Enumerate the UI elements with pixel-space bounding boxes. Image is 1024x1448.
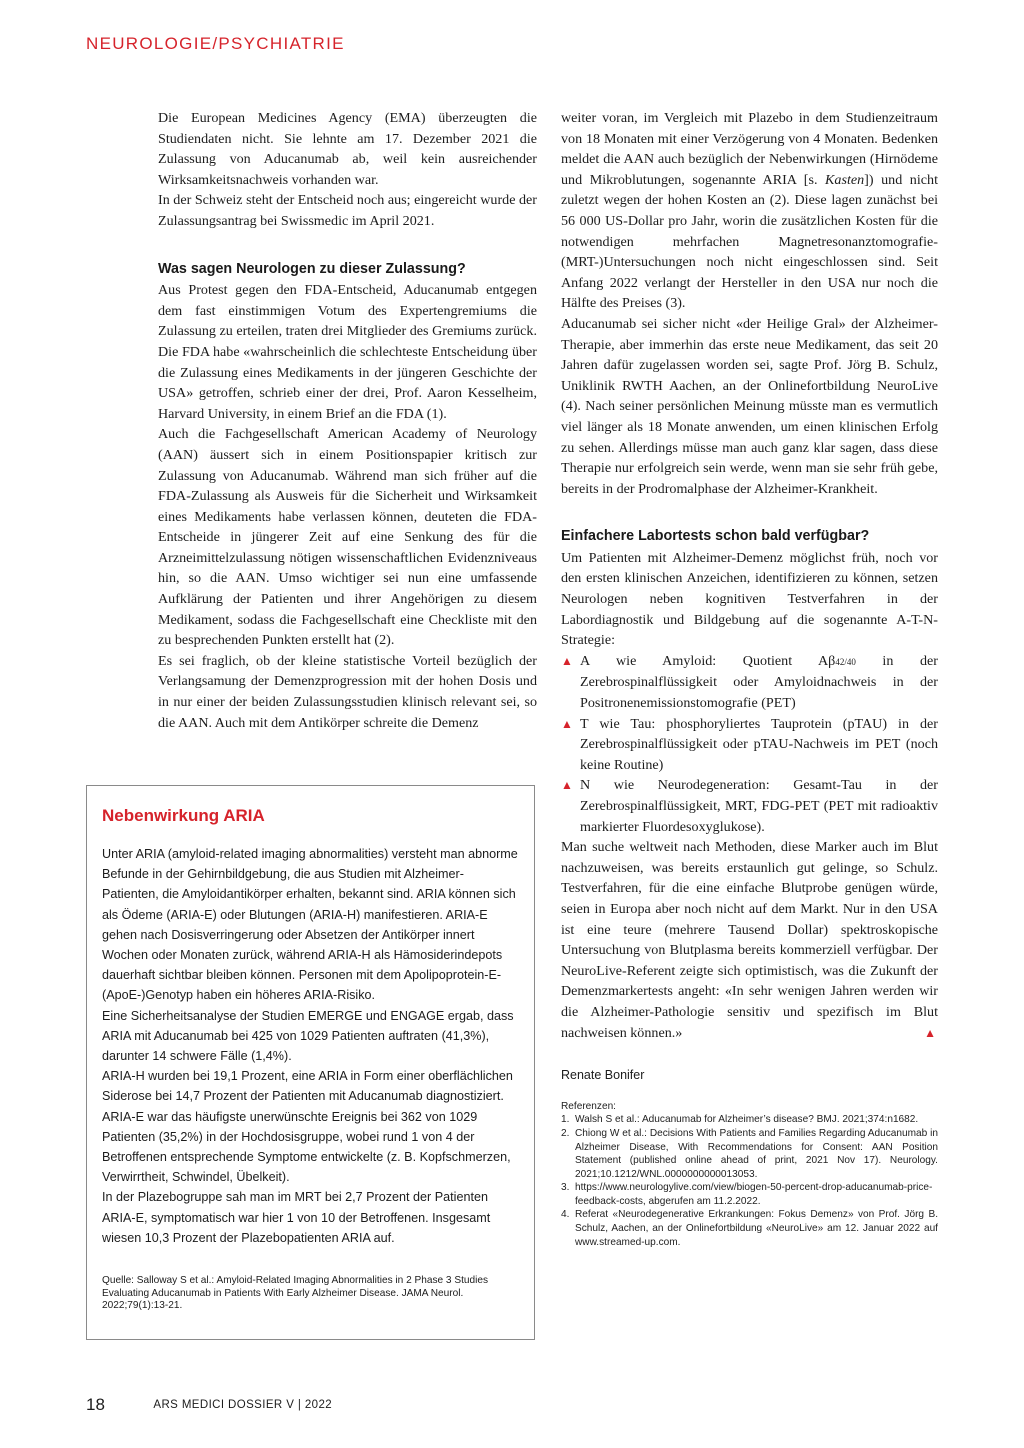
box-paragraph: Eine Sicherheitsanalyse der Studien EMERGE und ENGAGE ergab, dass ARIA mit Aducanumab bei 425 von 1029 Patienten auftraten (41,3%), darunter 14 schwere Fälle (1,4%). <box>102 1008 514 1064</box>
right-column <box>561 108 938 1249</box>
subheading: Was sagen Neurologen zu dieser Zulassung? <box>158 260 466 277</box>
list-item: ▲ T wie Tau: phosphoryliertes Tauprotein (pTAU) in der Zerebrospinalflüssigkeit oder pTAU-Nachweis im PET (noch keine Routine) <box>561 715 938 773</box>
triangle-up-icon: ▲ <box>561 653 573 668</box>
references-label: Referenzen: <box>561 1100 616 1112</box>
section-title: NEUROLOGIE/PSYCHIATRIE <box>86 34 345 53</box>
reference-item: 3. https://www.neurologylive.com/view/biogen-50-percent-drop-aducanumab-price-feedback-costs, abgerufen am 11.2.2022. <box>561 1182 933 1207</box>
paragraph: Es sei fraglich, ob der kleine statistische Vorteil bezüglich der Verlangsamung der Demenzprogression mit der hohen Dosis und in nur einer der beiden Zulassungsstudien klinisch relevant sei, so die AAN. Auch mit dem Antikörper schreite die Demenz <box>158 652 537 731</box>
paragraph: Aducanumab sei sicher nicht «der Heilige Gral» der Alzheimer-Therapie, aber immerhin das erste neue Medikament, das seit 20 Jahren dafür zugelassen worden sei, sagte Prof. Jörg B. Schulz, Uniklinik RWTH Aachen, an der Onlinefortbildung NeuroLive (4). Nach seiner persönlichen Meinung müsste man es vermutlich viel länger als 18 Monate anwenden, um einen klinischen Erfolg zu sehen. Allerdings müsse man auch ganz klar sagen, dass diese Therapie nur erfolgreich sein werde, wenn man sie sehr früh gebe, bereits in der Prodromalphase der Alzheimer-Krankheit. <box>561 315 938 497</box>
box-title: Nebenwirkung ARIA <box>102 806 265 825</box>
paragraph: Die European Medicines Agency (EMA) überzeugten die Studiendaten nicht. Sie lehnte am 17. Dezember 2021 die Zulassung von Aducanumab ab, weil kein ausreichender Wirksamkeitsnachweis vorhanden war. <box>158 110 537 188</box>
atn-list <box>561 651 938 837</box>
page-number: 18 <box>86 1395 105 1414</box>
author: Renate Bonifer <box>561 1068 645 1083</box>
paragraph: In der Schweiz steht der Entscheid noch aus; eingereicht wurde der Zulassungsantrag bei Swissmedic im April 2021. <box>158 192 537 229</box>
publication-name: ARS MEDICI DOSSIER V | 2022 <box>153 1399 333 1411</box>
references <box>561 1100 938 1250</box>
box-body <box>102 844 518 1248</box>
box-paragraph: Unter ARIA (amyloid-related imaging abnormalities) versteht man abnorme Befunde in der Gehirnbildgebung, die aus Studien mit Alzheimer-Patienten, die Amyloidantikörper erhalten, bekannt sind. ARIA können sich als Ödeme (ARIA-E) oder Blutungen (ARIA-H) manifestieren. ARIA-E gehen nach Dosisverringerung oder Absetzen der Antikörper innert Wochen oder Monaten zurück, während ARIA-H als Hämosiderindepots dauerhaft sichtbar bleiben können. Personen mit dem Apolipoprotein-E-(ApoE-)Genotyp haben ein höheres ARIA-Risiko. <box>102 847 518 1003</box>
left-column <box>158 108 537 733</box>
triangle-up-icon: ▲ <box>924 1025 936 1040</box>
reference-item: 1. Walsh S et al.: Aducanumab for Alzheimer’s disease? BMJ. 2021;374:n1682. <box>561 1114 919 1126</box>
list-item: ▲ A wie Amyloid: Quotient Aβ42/40 in der Zerebrospinalflüssigkeit oder Amyloidnachweis in der Positronenemissionstomografie (PET) <box>561 652 938 712</box>
paragraph: Man suche weltweit nach Methoden, diese Marker auch im Blut nachzuweisen, was bereits erstaunlich gut gelinge, so Schulz. Testverfahren, für die eine einfache Blutprobe genügen würde, seien in Europa aber noch nicht auf dem Markt. Nur in den USA ist eine teure (mehrere Tausend Dollar) spektroskopische Untersuchung von Blutplasma bereits kommerziell verfügbar. Der NeuroLive-Referent zeigte sich optimistisch, was die Zukunft der Demenzmarkertests angeht: «In sehr wenigen Jahren werden wir die Alzheimer-Pathologie sensitiv und spezifisch im Blut nachweisen können.» ▲ <box>561 837 938 1043</box>
triangle-up-icon: ▲ <box>561 716 573 731</box>
paragraph: Auch die Fachgesellschaft American Academy of Neurology (AAN) äussert sich in einem Positionspapier kritisch zur Zulassung von Aducanumab. Während man sich früher auf die FDA-Zulassung als Ausweis für die Sicherheit und Wirksamkeit eines Medikaments habe verlassen können, deuteten die FDA-Entscheide in jüngerer Zeit auf eine Senkung des für die Arzneimittelzulassung nötigen wissenschaftlichen Evidenzniveaus hin, so die AAN. Umso wichtiger sei nun eine umfassende Aufklärung der Patienten und ihrer Angehörigen zu diesem Medikament, sodass die Fachgesellschaft eine Checkliste mit den zu besprechenden Punkten erstellt hat (2). <box>158 426 537 649</box>
sidebar-box-aria <box>86 785 535 1340</box>
reference-item: 4. Referat «Neurodegenerative Erkrankungen: Fokus Demenz» von Prof. Jörg B. Schulz, Aachen, an der Onlinefortbildung «NeuroLive» am 12. Januar 2022 auf www.streamed-up.com. <box>561 1209 938 1248</box>
page-footer <box>86 1395 332 1415</box>
box-paragraph: ARIA-H wurden bei 19,1 Prozent, eine ARIA in Form einer oberflächlichen Siderose bei 14,7 Prozent der Patienten mit Aducanumab diagnostiziert. ARIA-E war das häufigste unerwünschte Ereignis bei 362 von 1029 Patienten (35,2%) in der Hochdosisgruppe, wobei rund 1 von 4 der Betroffenen entsprechende Symptome entwickelte (z. B. Kopfschmerzen, Verwirrtheit, Schwindel, Übelkeit). <box>102 1069 513 1185</box>
triangle-up-icon: ▲ <box>561 778 573 793</box>
paragraph: Aus Protest gegen den FDA-Entscheid, Aducanumab entgegen dem fast einstimmigen Votum des Expertengremiums die Zulassung zu erteilen, traten drei Mitglieder des Gremiums zurück. Die FDA habe «wahrscheinlich die schlechteste Entscheidung über die Zulassung eines Medikaments in der jüngeren Geschichte der USA» getroffen, schrieb einer der drei, Prof. Aaron Kesselheim, Harvard University, in einem Brief an die FDA (1). <box>158 282 537 422</box>
box-paragraph: In der Plazebogruppe sah man im MRT bei 2,7 Prozent der Patienten ARIA-E, symptomatisch war hier 1 von 10 der Betroffenen. Insgesamt wiesen 10,3 Prozent der Plazebopatienten ARIA auf. <box>102 1190 491 1245</box>
list-item: ▲ N wie Neurodegeneration: Gesamt-Tau in der Zerebrospinalflüssigkeit, MRT, FDG-PET (PET mit radioaktiv markierter Fluordesoxyglukose). <box>561 777 938 835</box>
box-source: Quelle: Salloway S et al.: Amyloid-Related Imaging Abnormalities in 2 Phase 3 Studies Evaluating Aducanumab in Patients With Early Alzheimer Disease. JAMA Neurol. 2022;79(1):13-21. <box>102 1275 489 1312</box>
subheading: Einfachere Labortests schon bald verfügbar? <box>561 528 870 545</box>
paragraph: Um Patienten mit Alzheimer-Demenz möglichst früh, noch vor den ersten klinischen Anzeichen, identifizieren zu können, setzen Neurologen neben kognitiven Testverfahren in der Labordiagnostik und Bildgebung auf die sogenannte A-T-N-Strategie: <box>561 549 938 649</box>
reference-item: 2. Chiong W et al.: Decisions With Patients and Families Regarding Aducanumab in Alzheimer Disease, With Recommendations for Consent: AAN Position Statement (published online ahead of print, 2021 Nov 17). Neurology. 2021;10.1212/WNL.0000000000013053. <box>561 1127 938 1180</box>
paragraph: weiter voran, im Vergleich mit Plazebo in dem Studienzeitraum von 18 Monaten mit einer Verzögerung von 4 Monaten. Bedenken meldet die AAN auch bezüglich der Nebenwirkungen (Hirnödeme und Mikroblutungen, sogenannte ARIA [s. Kasten]) und nicht zuletzt wegen der hohen Kosten an (2). Diese lagen zunächst bei 56 000 US-Dollar pro Jahr, worin die zusätzlichen Kosten für die notwendigen mehrfachen Magnetresonanztomografie-(MRT-)Untersuchungen noch nicht eingeschlossen sind. Seit Anfang 2022 verlangt der Hersteller in den USA nur noch die Hälfte des Preises (3). <box>561 110 938 312</box>
